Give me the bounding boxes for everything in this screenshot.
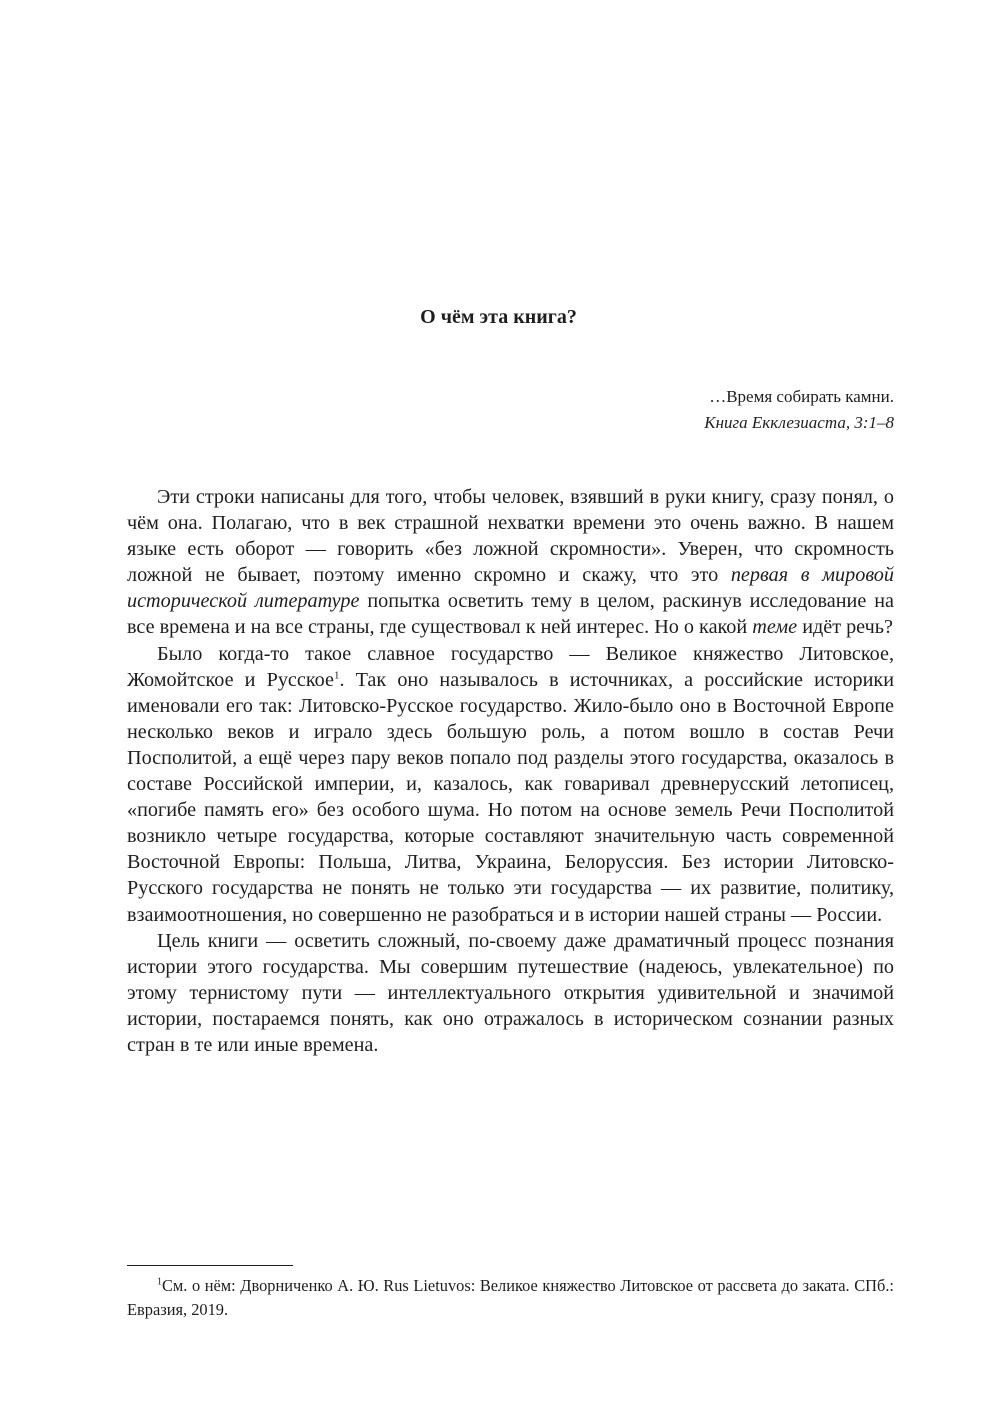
footnote-reference[interactable]: 1 <box>333 668 340 681</box>
epigraph-source: Книга Екклезиаста, 3:1–8 <box>704 413 894 432</box>
footnote-marker: 1 <box>157 1276 162 1288</box>
footnote-text: См. о нём: Дворниченко А. Ю. Rus Lietuvos: Великое княжество Литовское от рассвета до заката. СПб.: Евразия, 2019. <box>127 1276 894 1319</box>
paragraph-text: попытка осветить тему в целом, раскинув исследование на все времена и на все страны, где существовал к ней интерес. Но о какой <box>127 590 894 639</box>
footnote-divider <box>127 1265 293 1266</box>
paragraph <box>127 484 894 641</box>
paragraph <box>127 928 894 1058</box>
epigraph <box>704 384 894 436</box>
paragraph-text: Эти строки написаны для того, чтобы человек, взявший в руки книгу, сразу понял, о чём она. Полагаю, что в век страшной нехватки времени это очень важно. В нашем языке есть оборот — говорить «без ложной скромности». Уверен, что скромность ложной не бывает, поэтому именно скромно и скажу, что это <box>127 486 894 587</box>
paragraph-text: идёт речь? <box>797 616 893 639</box>
paragraph-text: Цель книги — осветить сложный, по-своему даже драматичный процесс познания истории этого государства. Мы совершим путешествие (надеюсь, увлекательное) по этому тернистому пути — интеллектуального открытия удивительной и значимой истории, постараемся понять, как оно отражалось в историческом сознании разных стран в те или иные времена. <box>127 929 894 1056</box>
emphasis-text: первая в мировой исторической литературе <box>127 564 894 613</box>
body-text <box>127 484 894 1058</box>
paragraph <box>127 641 894 928</box>
emphasis-text: теме <box>752 616 798 639</box>
epigraph-quote: …Время собирать камни. <box>709 387 894 406</box>
paragraph-text: . Так оно называлось в источниках, а российские историки именовали его так: Литовско-Русское государство. Жило-было оно в Восточной Европе несколько веков и играло здесь большую роль, а потом вошло в состав Речи Посполитой, а ещё через пару веков попало под разделы этого государства, оказалось в составе Российской империи, и, казалось, как говаривал древнерусский летописец, «погибе память его» без особого шума. Но потом на основе земель Речи Посполитой возникло четыре государства, которые составляют значительную часть современной Восточной Европы: Польша, Литва, Украина, Белоруссия. Без истории Литовско-Русского государства не понять не только эти государства — их развитие, политику, взаимоотношения, но совершенно не разобраться и в истории нашей страны — России. <box>127 668 895 926</box>
footnote <box>127 1274 894 1322</box>
paragraph-text: Было когда-то такое славное государство — Великое княжество Литовское, Жомойтское и Русское <box>127 642 894 691</box>
chapter-title: О чём эта книга? <box>420 306 577 328</box>
